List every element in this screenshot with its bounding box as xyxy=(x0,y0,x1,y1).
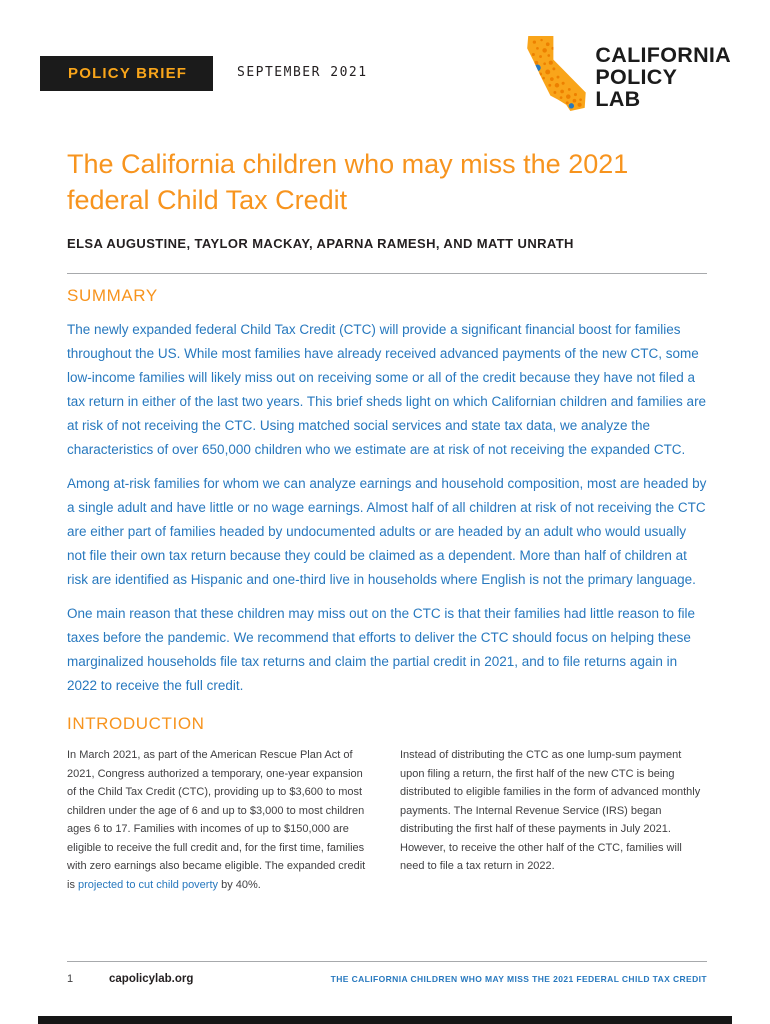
intro-left-text-post: by 40%. xyxy=(218,878,261,891)
summary-paragraph-3: One main reason that these children may miss out on the CTC is that their families had little reason to file taxes before the pandemic. We recommend that efforts to deliver the CTC should focus on helping these marginalized households file tax returns and claim the partial credit in 2021, and to file returns again in 2022 to receive the full credit. xyxy=(67,606,696,693)
page-number: 1 xyxy=(67,973,74,985)
authors-line: ELSA AUGUSTINE, TAYLOR MACKAY, APARNA RAMESH, AND MATT UNRATH xyxy=(67,236,574,251)
logo-line-2: POLICY xyxy=(595,64,678,89)
page-title-line-1: The California children who may miss the 2021 xyxy=(67,149,629,179)
logo-wordmark xyxy=(595,44,731,110)
intro-column-left xyxy=(67,746,374,894)
main-content xyxy=(67,146,707,894)
footer-row xyxy=(67,973,707,985)
page-title-line-2: federal Child Tax Credit xyxy=(67,185,348,215)
summary-section xyxy=(67,318,707,698)
introduction-columns xyxy=(67,746,707,894)
child-poverty-link[interactable]: projected to cut child poverty xyxy=(78,878,219,891)
page-title xyxy=(67,146,707,218)
intro-left-text-pre: In March 2021, as part of the American Rescue Plan Act of 2021, Congress authorized a temporary, one-year expansion of the Child Tax Credit (CTC), providing up to $3,600 to most children under the age of 6 and up to $3,000 to most children ages 6 to 17. Families with incomes of up to $150,000 are eligible to receive the full credit and, for the first time, families with zero earnings also became eligible. The expanded credit is xyxy=(67,749,366,891)
logo-line-3: LAB xyxy=(595,86,641,111)
logo-line-1: CALIFORNIA xyxy=(595,42,731,67)
header-divider xyxy=(67,273,707,274)
summary-paragraph-2: Among at-risk families for whom we can analyze earnings and household composition, most are headed by a single adult and have little or no wage earnings. Almost half of all children at risk of not receiving the CTC are either part of families headed by undocumented adults or are headed by an adult who would usually not file their own tax return because they could be claimed as a dependent. More than half of children at risk are identified as Hispanic and one-third live in households where English is not the primary language. xyxy=(67,476,707,587)
publication-date: SEPTEMBER 2021 xyxy=(237,65,368,80)
bottom-bar xyxy=(38,1016,732,1024)
summary-heading: SUMMARY xyxy=(67,286,158,305)
california-map-icon xyxy=(527,36,589,117)
intro-column-right: Instead of distributing the CTC as one lump-sum payment upon filing a return, the first half of the new CTC is being distributed to eligible families in the form of advanced monthly payments. The Internal Revenue Service (IRS) began distributing the first half of these payments in July 2021. However, to receive the other half of the CTC, families will need to file a tax return in 2022. xyxy=(400,749,701,872)
policy-brief-badge xyxy=(40,56,213,91)
running-title: THE CALIFORNIA CHILDREN WHO MAY MISS THE 2021 FEDERAL CHILD TAX CREDIT xyxy=(330,974,707,984)
footer-divider xyxy=(67,961,707,962)
page-footer xyxy=(67,961,707,985)
california-policy-lab-logo xyxy=(527,36,731,117)
site-link[interactable]: capolicylab.org xyxy=(109,973,194,985)
summary-paragraph-1: The newly expanded federal Child Tax Credit (CTC) will provide a significant financial boost for families throughout the US. While most families have already received advanced payments of the new CTC, some low-income families will likely miss out on receiving some or all of the credit because they have not filed a tax return in either of the last two years. This brief sheds light on which Californian children and families are at risk of not receiving the CTC. Using matched social services and state tax data, we analyze the characteristics of over 650,000 children who we estimate are at risk of not receiving the expanded CTC. xyxy=(67,322,707,457)
introduction-heading: INTRODUCTION xyxy=(67,714,205,733)
badge-label: POLICY BRIEF xyxy=(68,65,188,82)
